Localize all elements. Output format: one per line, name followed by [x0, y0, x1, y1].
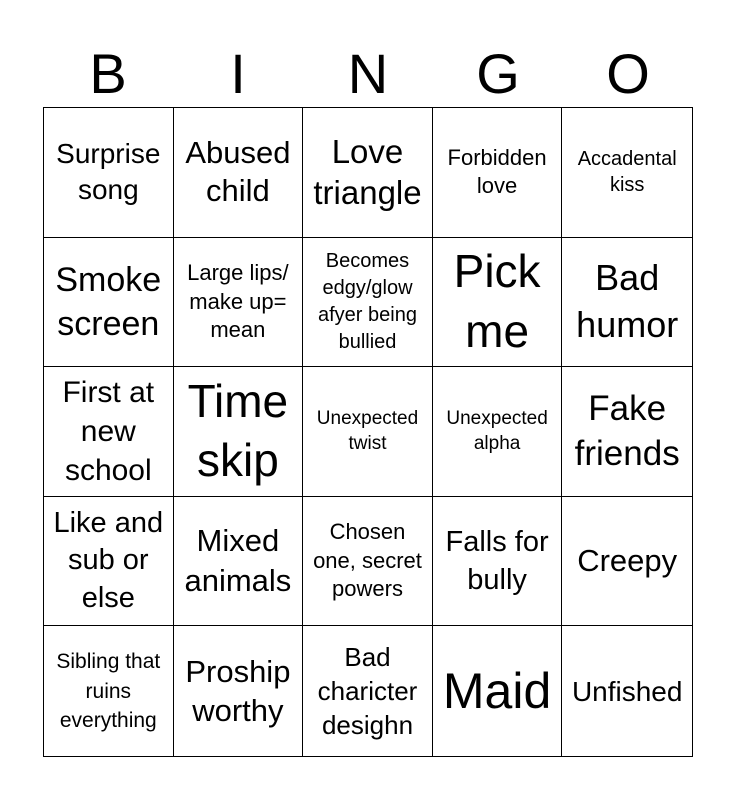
header-letter-i: I: [230, 42, 246, 105]
cell-text: Accadental kiss: [577, 148, 677, 197]
bingo-cell[interactable]: [44, 238, 174, 368]
bingo-cell[interactable]: [562, 497, 692, 627]
bingo-cell[interactable]: [562, 108, 692, 238]
bingo-cell[interactable]: [174, 626, 304, 756]
cell-text: Proship worthy: [185, 653, 291, 729]
bingo-cell[interactable]: [562, 626, 692, 756]
bingo-cell[interactable]: [174, 238, 304, 368]
bingo-cell[interactable]: [303, 626, 433, 756]
bingo-cell[interactable]: [303, 497, 433, 627]
cell-text: Unexpected twist: [316, 407, 419, 455]
cell-text: Falls for bully: [445, 525, 549, 597]
cell-text: First at new school: [62, 375, 155, 487]
bingo-cell[interactable]: [174, 497, 304, 627]
cell-text: Bad charicter desighn: [317, 641, 418, 741]
bingo-header: [43, 40, 693, 108]
cell-text: Creepy: [577, 542, 678, 578]
bingo-cell[interactable]: [433, 367, 563, 497]
bingo-cell[interactable]: [433, 238, 563, 368]
bingo-cell[interactable]: [174, 108, 304, 238]
header-letter-b: B: [89, 42, 127, 105]
cell-text: Fake friends: [574, 388, 680, 474]
header-letter-n: N: [347, 42, 389, 105]
cell-text: Becomes edgy/glow afyer being bullied: [318, 249, 417, 353]
cell-text: Like and sub or else: [53, 506, 164, 614]
bingo-cell[interactable]: [44, 497, 174, 627]
bingo-cell[interactable]: [44, 108, 174, 238]
bingo-cell[interactable]: [303, 367, 433, 497]
cell-text: Large lips/ make up= mean: [187, 260, 289, 343]
cell-text: Time skip: [187, 374, 289, 487]
cell-text: Mixed animals: [184, 523, 292, 599]
bingo-cell[interactable]: [562, 238, 692, 368]
bingo-cell[interactable]: [303, 238, 433, 368]
cell-text: Unexpected alpha: [446, 407, 548, 455]
header-letter-g: G: [476, 42, 520, 105]
bingo-cell[interactable]: [562, 367, 692, 497]
cell-text: Unfished: [571, 675, 683, 707]
cell-text: Forbidden love: [447, 145, 547, 199]
bingo-cell[interactable]: [303, 108, 433, 238]
cell-text: Sibling that ruins everything: [56, 650, 161, 732]
cell-text: Love triangle: [313, 133, 422, 212]
bingo-cell[interactable]: [174, 367, 304, 497]
bingo-cell[interactable]: [44, 626, 174, 756]
cell-text: Surprise song: [56, 137, 161, 206]
bingo-cell[interactable]: [44, 367, 174, 497]
header-letter-o: O: [606, 42, 650, 105]
cell-text: Chosen one, secret powers: [313, 519, 422, 602]
cell-text: Abused child: [185, 134, 291, 209]
bingo-cell[interactable]: [433, 626, 563, 756]
bingo-cell[interactable]: [433, 108, 563, 238]
cell-text: Bad humor: [576, 257, 679, 345]
cell-text: Pick me: [453, 245, 541, 357]
bingo-cell[interactable]: [433, 497, 563, 627]
cell-text: Smoke screen: [55, 260, 162, 343]
bingo-board: [43, 107, 693, 757]
cell-text: Maid: [442, 663, 552, 720]
